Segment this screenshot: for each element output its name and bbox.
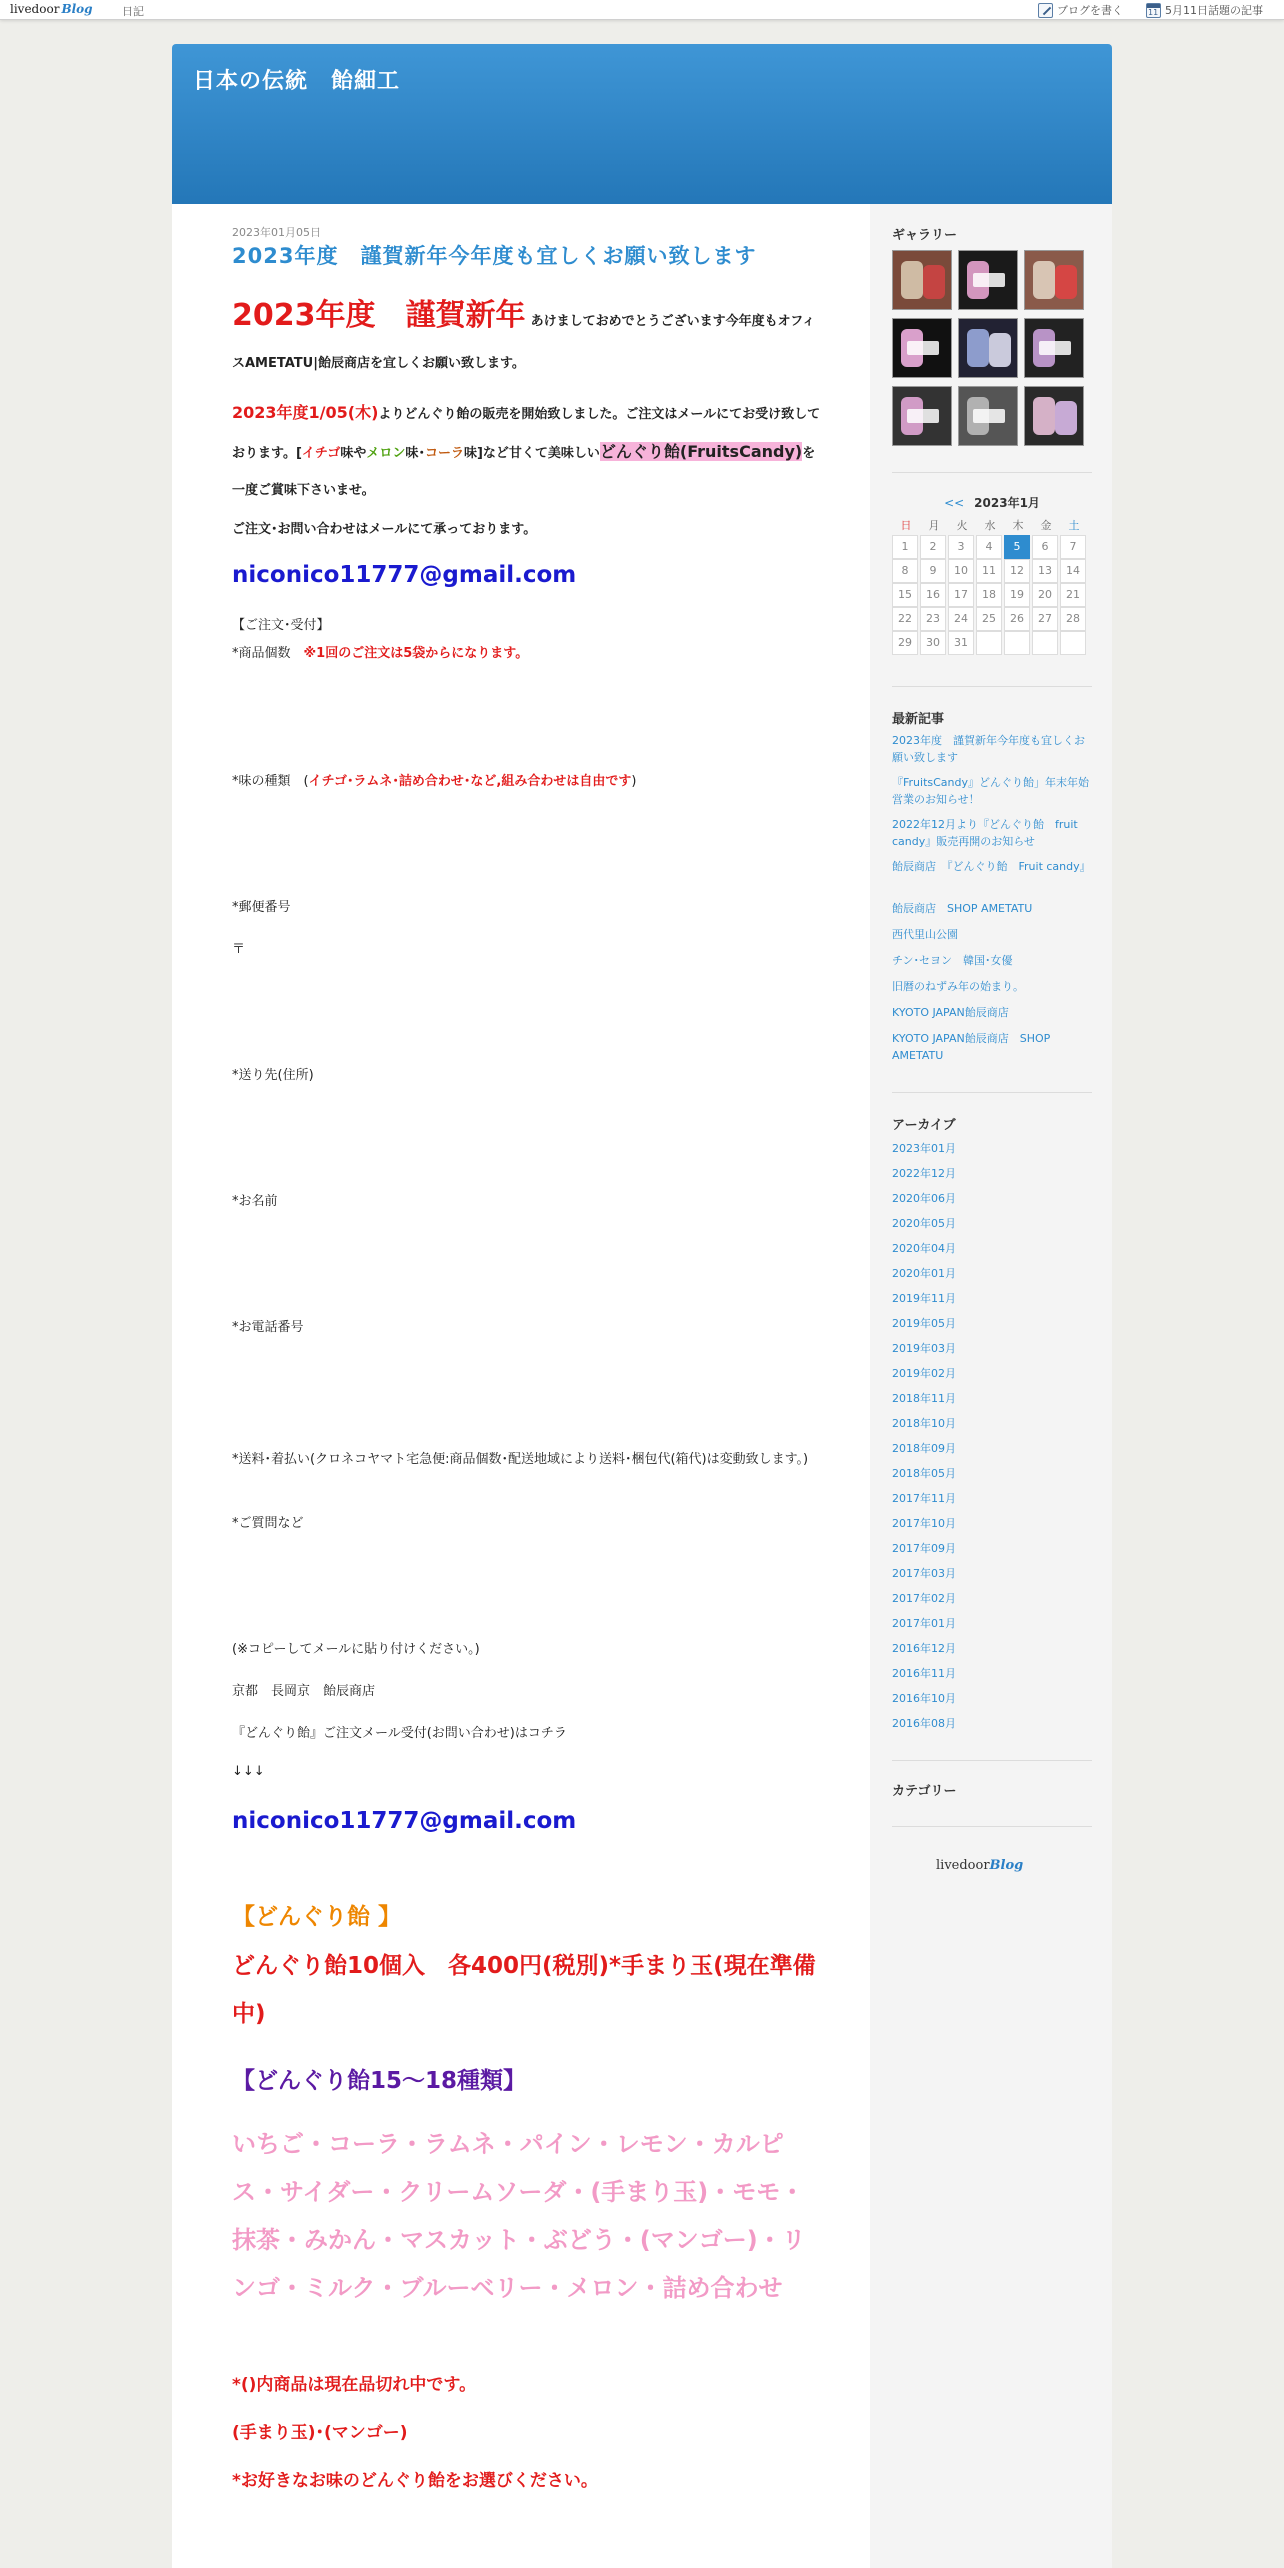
calendar-day: 3: [948, 535, 974, 559]
kinds-heading: 【どんぐり飴15〜18種類】: [232, 2068, 527, 2094]
footer-livedoor-logo[interactable]: livedoorBlog: [936, 1858, 1024, 1873]
calendar-day: 28: [1060, 607, 1086, 631]
donguri-highlight: どんぐり飴(: [599, 442, 688, 461]
gallery-thumb-8[interactable]: [958, 386, 1018, 446]
archive-link[interactable]: 2020年04月: [892, 1242, 956, 1255]
calendar-day: 6: [1032, 535, 1058, 559]
arrows: ↓↓↓: [232, 1764, 265, 1779]
recent-post-link[interactable]: 旧暦のねずみ年の始まり。: [892, 980, 1024, 993]
gallery-thumb-5[interactable]: [958, 318, 1018, 378]
blog-title[interactable]: 日本の伝統 飴細工: [193, 69, 401, 94]
calendar-day: 18: [976, 583, 1002, 607]
questions-label: *ご質問など: [232, 1516, 304, 1531]
recent-post-link[interactable]: 飴辰商店 『どんぐり飴 Fruit candy』: [892, 860, 1091, 873]
archive-link[interactable]: 2017年01月: [892, 1617, 956, 1630]
postal-label: *郵便番号: [232, 900, 291, 915]
calendar-day: 23: [920, 607, 946, 631]
archive-link[interactable]: 2020年05月: [892, 1217, 956, 1230]
calendar-day: 1: [892, 535, 918, 559]
email-link-2[interactable]: niconico11777@gmail.com: [232, 1808, 577, 1834]
email-link[interactable]: niconico11777@gmail.com: [232, 562, 577, 588]
soldout-note: *()内商品は現在品切れ中です。: [232, 2375, 477, 2395]
recent-heading: 最新記事: [892, 712, 945, 727]
address-label: *送り先(住所): [232, 1068, 314, 1083]
calendar-dayname: 木: [1012, 519, 1024, 532]
calendar-day: 24: [948, 607, 974, 631]
calendar-day: 10: [948, 559, 974, 583]
calendar: [892, 494, 1092, 655]
greeting-paragraph: [232, 296, 822, 384]
calendar-icon: 11: [1146, 3, 1161, 18]
recent-post-link[interactable]: 2023年度 謹賀新年今年度も宜しくお願い致します: [892, 734, 1085, 764]
calendar-day: 21: [1060, 583, 1086, 607]
soldout-items: (手まり玉)･(マンゴー): [232, 2423, 408, 2443]
recent-post-link[interactable]: チン･セヨン 韓国･女優: [892, 954, 1013, 967]
calendar-day: 19: [1004, 583, 1030, 607]
sidebar: [870, 204, 1112, 2568]
calendar-dayname: 月: [928, 519, 940, 532]
donguri-heading: 【どんぐり飴 】: [232, 1904, 402, 1930]
archive-link[interactable]: 2019年11月: [892, 1292, 956, 1305]
archive-link[interactable]: 2019年03月: [892, 1342, 956, 1355]
greeting-small: あけましておめでとうございます今年度もオフィスAMETATU|飴辰商店を宜しくお願い致します。: [232, 314, 816, 371]
calendar-day: 26: [1004, 607, 1030, 631]
archive-link[interactable]: 2017年11月: [892, 1492, 956, 1505]
main-content: [172, 204, 870, 2568]
calendar-dayname: 土: [1068, 519, 1080, 532]
flavor-line: *味の種類 (イチゴ･ラムネ･詰め合わせ･など,組み合わせは自由です): [232, 774, 637, 789]
calendar-day: 30: [920, 631, 946, 655]
recent-post-link[interactable]: 西代里山公園: [892, 928, 958, 941]
calendar-day: 25: [976, 607, 1002, 631]
calendar-day: 9: [920, 559, 946, 583]
calendar-day: 14: [1060, 559, 1086, 583]
article-title[interactable]: 2023年度 謹賀新年今年度も宜しくお願い致します: [232, 244, 757, 268]
write-blog-link[interactable]: [1038, 2, 1123, 18]
archive-link[interactable]: 2016年12月: [892, 1642, 956, 1655]
quantity-line: *商品個数 ※1回のご注文は5袋からになります。: [232, 646, 529, 661]
category-heading: カテゴリー: [892, 1784, 957, 1799]
calendar-month: 2023年1月: [974, 496, 1040, 510]
logo-text: livedoor: [10, 2, 60, 16]
archive-link[interactable]: 2019年02月: [892, 1367, 956, 1380]
archive-link[interactable]: 2018年05月: [892, 1467, 956, 1480]
archive-heading: アーカイブ: [892, 1118, 956, 1133]
archive-link[interactable]: 2017年03月: [892, 1567, 956, 1580]
gallery-thumb-4[interactable]: [892, 318, 952, 378]
gallery-thumb-3[interactable]: [1024, 250, 1084, 310]
diary-link[interactable]: 日記: [122, 5, 144, 18]
shop-name: 京都 長岡京 飴辰商店: [232, 1684, 376, 1699]
phone-label: *お電話番号: [232, 1320, 304, 1335]
calendar-day: 27: [1032, 607, 1058, 631]
recent-post-link[interactable]: 2022年12月より『どんぐり飴 fruit candy』販売再開のお知らせ: [892, 818, 1078, 848]
calendar-day: 15: [892, 583, 918, 607]
calendar-day: 31: [948, 631, 974, 655]
archive-link[interactable]: 2017年10月: [892, 1517, 956, 1530]
calendar-day: 4: [976, 535, 1002, 559]
calendar-prev-link[interactable]: <<: [944, 496, 965, 510]
trending-label: 5月11日話題の記事: [1165, 4, 1263, 17]
archive-link[interactable]: 2017年02月: [892, 1592, 956, 1605]
livedoor-topbar: [0, 0, 1284, 20]
recent-post-link[interactable]: KYOTO JAPAN飴辰商店: [892, 1006, 1009, 1019]
archive-link[interactable]: 2018年09月: [892, 1442, 956, 1455]
calendar-day: 17: [948, 583, 974, 607]
calendar-day: 12: [1004, 559, 1030, 583]
blog-header: [172, 44, 1112, 204]
calendar-dayname: 金: [1040, 519, 1052, 532]
inquiry-note: 『どんぐり飴』ご注文メール受付(お問い合わせ)はコチラ: [232, 1726, 567, 1741]
calendar-day: 8: [892, 559, 918, 583]
gallery-heading: ギャラリー: [892, 228, 958, 243]
divider: [892, 1826, 1092, 1827]
gallery-thumb-6[interactable]: [1024, 318, 1084, 378]
divider: [892, 1092, 1092, 1093]
order-header: 【ご注文･受付】: [232, 618, 330, 633]
calendar-day: 13: [1032, 559, 1058, 583]
divider: [892, 472, 1092, 473]
livedoor-blog-logo[interactable]: [10, 2, 93, 16]
calendar-day: 29: [892, 631, 918, 655]
logo-blog-text: Blog: [61, 2, 93, 16]
archive-link[interactable]: 2022年12月: [892, 1167, 956, 1180]
calendar-dayname: 水: [984, 519, 996, 532]
archive-link[interactable]: 2016年11月: [892, 1667, 956, 1680]
divider: [892, 686, 1092, 687]
start-date: 2023年度1/05(木): [232, 403, 379, 422]
calendar-day: [1004, 631, 1030, 655]
calendar-day: 7: [1060, 535, 1086, 559]
calendar-day: 11: [976, 559, 1002, 583]
calendar-grid: [892, 517, 1092, 655]
divider: [892, 1760, 1092, 1761]
choose-note: *お好きなお味のどんぐり飴をお選びください。: [232, 2471, 598, 2491]
archive-link[interactable]: 2020年01月: [892, 1267, 956, 1280]
gallery-thumb-7[interactable]: [892, 386, 952, 446]
greeting-big: 2023年度 謹賀新年: [232, 298, 526, 333]
trending-articles-link[interactable]: [1146, 2, 1263, 18]
calendar-dayname: 日: [900, 519, 912, 532]
sales-start-paragraph: 2023年度1/05(木)よりどんぐり飴の販売を開始致しました。ご注文はメールにてお受け致しております。[イチゴ味やメロン味･コーラ味]など甘くて美味しいどんぐり飴(FruitsCandy)を一度ご賞味下さいませ。: [232, 403, 821, 498]
calendar-day: [1060, 631, 1086, 655]
recent-post-link[interactable]: KYOTO JAPAN飴辰商店 SHOP AMETATU: [892, 1032, 1051, 1062]
calendar-header: [892, 494, 1092, 511]
write-blog-label: ブログを書く: [1057, 4, 1123, 17]
gallery-thumb-2[interactable]: [958, 250, 1018, 310]
copy-note: (※コピーしてメールに貼り付けください。): [232, 1642, 480, 1657]
calendar-day: 16: [920, 583, 946, 607]
calendar-day: [1032, 631, 1058, 655]
archive-link[interactable]: 2017年09月: [892, 1542, 956, 1555]
archive-link[interactable]: 2019年05月: [892, 1317, 956, 1330]
gallery-thumb-9[interactable]: [1024, 386, 1084, 446]
archive-link[interactable]: 2016年10月: [892, 1692, 956, 1705]
calendar-day: 20: [1032, 583, 1058, 607]
calendar-day: 2: [920, 535, 946, 559]
calendar-day[interactable]: 5: [1004, 535, 1030, 559]
postal-mark: 〒: [232, 942, 246, 957]
article-date: 2023年01月05日: [232, 226, 321, 239]
gallery-thumb-1[interactable]: [892, 250, 952, 310]
flavor-list: いちご・コーラ・ラムネ・パイン・レモン・カルピス・サイダー・クリームソーダ・(手まり玉)・モモ・抹茶・みかん・マスカット・ぶどう・(マンゴー)・リンゴ・ミルク・ブルーベリー・メロン・詰め合わせ: [232, 2130, 806, 2302]
calendar-dayname: 火: [956, 519, 968, 532]
contact-note: ご注文･お問い合わせはメールにて承っております。: [232, 522, 537, 537]
fruitscandy-highlight: FruitsCandy): [687, 442, 803, 461]
archive-link[interactable]: 2016年08月: [892, 1717, 956, 1730]
calendar-day: [976, 631, 1002, 655]
archive-link[interactable]: 2018年10月: [892, 1417, 956, 1430]
recent-post-link[interactable]: 『FruitsCandy』どんぐり飴」年末年始営業のお知らせ！: [892, 776, 1090, 806]
recent-post-link[interactable]: 飴辰商店 SHOP AMETATU: [892, 902, 1033, 915]
price-line: どんぐり飴10個入 各400円(税別)*手まり玉(現在準備中): [232, 1953, 816, 2027]
pencil-icon: [1038, 3, 1053, 18]
calendar-day: 22: [892, 607, 918, 631]
shipping-note: *送料･着払い(クロネコヤマト宅急便:商品個数･配送地域により送料･梱包代(箱代)は変動致します。): [232, 1452, 809, 1467]
archive-link[interactable]: 2018年11月: [892, 1392, 956, 1405]
archive-link[interactable]: 2020年06月: [892, 1192, 956, 1205]
archive-link[interactable]: 2023年01月: [892, 1142, 956, 1155]
name-label: *お名前: [232, 1194, 278, 1209]
